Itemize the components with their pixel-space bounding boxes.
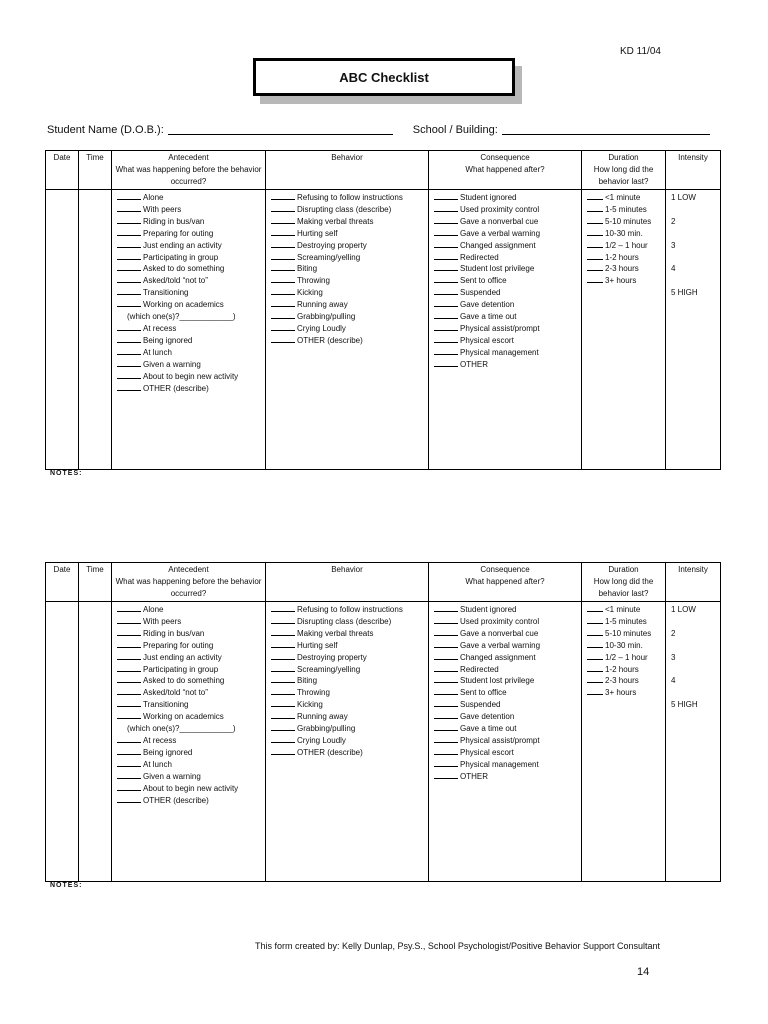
- antecedent-item[interactable]: With peers: [117, 616, 261, 628]
- intensity-cell: [666, 190, 721, 470]
- behavior-header: Behavior: [266, 563, 429, 602]
- behavior-item[interactable]: Throwing: [271, 687, 424, 699]
- date-header: Date: [46, 151, 79, 190]
- antecedent-item[interactable]: At lunch: [117, 347, 261, 359]
- date-cell[interactable]: [46, 602, 79, 882]
- duration-item[interactable]: 1-5 minutes: [587, 616, 661, 628]
- behavior-item[interactable]: Grabbing/pulling: [271, 311, 424, 323]
- form-code: KD 11/04: [620, 46, 661, 57]
- time-cell[interactable]: [79, 190, 112, 470]
- duration-item[interactable]: 2-3 hours: [587, 263, 661, 275]
- duration-item[interactable]: 1-5 minutes: [587, 204, 661, 216]
- antecedent-item[interactable]: Being ignored: [117, 747, 261, 759]
- behavior-item[interactable]: Running away: [271, 299, 424, 311]
- duration-item[interactable]: 10-30 min.: [587, 640, 661, 652]
- consequence-item[interactable]: Gave a verbal warning: [434, 640, 577, 652]
- duration-item[interactable]: 5-10 minutes: [587, 628, 661, 640]
- antecedent-which-line[interactable]: (which one(s)?____________): [127, 724, 236, 734]
- duration-title: Duration: [608, 153, 639, 162]
- antecedent-cell: [112, 602, 266, 882]
- antecedent-item[interactable]: Participating in group: [117, 664, 261, 676]
- behavior-item[interactable]: OTHER (describe): [271, 747, 424, 759]
- school-field[interactable]: [502, 124, 710, 135]
- duration-cell: [582, 190, 666, 470]
- student-name-label: Student Name (D.O.B.):: [47, 124, 164, 136]
- table-header-row: [46, 151, 721, 190]
- antecedent-item[interactable]: About to begin new activity: [117, 371, 261, 383]
- behavior-item[interactable]: Grabbing/pulling: [271, 723, 424, 735]
- consequence-item[interactable]: Gave a time out: [434, 311, 577, 323]
- notes-label: NOTES:: [50, 470, 83, 477]
- consequence-item[interactable]: Suspended: [434, 287, 577, 299]
- school-label: School / Building:: [412, 124, 498, 136]
- duration-item[interactable]: 10-30 min.: [587, 228, 661, 240]
- consequence-item[interactable]: Suspended: [434, 699, 577, 711]
- behavior-item[interactable]: Destroying property: [271, 240, 424, 252]
- consequence-item[interactable]: Student lost privilege: [434, 675, 577, 687]
- abc-table-1: [45, 150, 721, 470]
- intensity-cell: [666, 602, 721, 882]
- consequence-item[interactable]: Used proximity control: [434, 204, 577, 216]
- antecedent-item[interactable]: Being ignored: [117, 335, 261, 347]
- behavior-header: Behavior: [266, 151, 429, 190]
- behavior-item[interactable]: Hurting self: [271, 228, 424, 240]
- abc-table-2: [45, 562, 721, 882]
- antecedent-item[interactable]: Riding in bus/van: [117, 628, 261, 640]
- antecedent-title: Antecedent: [168, 153, 209, 162]
- intensity-header: Intensity: [666, 151, 721, 190]
- behavior-cell: [266, 602, 429, 882]
- time-cell[interactable]: [79, 602, 112, 882]
- behavior-item[interactable]: Biting: [271, 675, 424, 687]
- antecedent-item[interactable]: Alone: [117, 604, 261, 616]
- duration-item[interactable]: <1 minute: [587, 192, 661, 204]
- consequence-item[interactable]: Physical escort: [434, 747, 577, 759]
- consequence-item[interactable]: Student ignored: [434, 604, 577, 616]
- consequence-item[interactable]: Gave detention: [434, 711, 577, 723]
- footer-credit: This form created by: Kelly Dunlap, Psy.S., School Psychologist/Positive Behavior Support Consultant: [255, 941, 661, 951]
- antecedent-item[interactable]: Working on academics: [117, 299, 261, 311]
- behavior-item[interactable]: Refusing to follow instructions: [271, 604, 424, 616]
- table-header-row: [46, 563, 721, 602]
- consequence-item[interactable]: Gave a nonverbal cue: [434, 628, 577, 640]
- antecedent-title: Antecedent: [168, 565, 209, 574]
- duration-title: Duration: [608, 565, 639, 574]
- behavior-item[interactable]: Kicking: [271, 287, 424, 299]
- consequence-item[interactable]: Physical escort: [434, 335, 577, 347]
- student-info-row: [47, 124, 727, 136]
- antecedent-item[interactable]: At recess: [117, 323, 261, 335]
- antecedent-item[interactable]: Working on academics: [117, 711, 261, 723]
- consequence-item[interactable]: Gave a nonverbal cue: [434, 216, 577, 228]
- duration-item[interactable]: 1/2 – 1 hour: [587, 652, 661, 664]
- time-header: Time: [79, 151, 112, 190]
- duration-subtitle: How long did the behavior last?: [593, 577, 654, 598]
- page-number: 14: [637, 966, 650, 978]
- duration-subtitle: How long did the behavior last?: [593, 165, 654, 186]
- consequence-item[interactable]: OTHER: [434, 771, 577, 783]
- consequence-cell: [429, 602, 582, 882]
- consequence-item[interactable]: Physical assist/prompt: [434, 323, 577, 335]
- antecedent-item[interactable]: Asked to do something: [117, 675, 261, 687]
- consequence-item[interactable]: Sent to office: [434, 687, 577, 699]
- time-header: Time: [79, 563, 112, 602]
- antecedent-cell: [112, 190, 266, 470]
- antecedent-item[interactable]: Transitioning: [117, 699, 261, 711]
- antecedent-item[interactable]: Participating in group: [117, 252, 261, 264]
- student-name-field[interactable]: [168, 124, 393, 135]
- antecedent-header: [112, 563, 266, 602]
- consequence-item[interactable]: Gave a time out: [434, 723, 577, 735]
- consequence-title: Consequence: [480, 565, 530, 574]
- page-title: ABC Checklist: [253, 58, 515, 96]
- intensity-option[interactable]: 1 LOW: [671, 605, 696, 614]
- consequence-item[interactable]: Redirected: [434, 664, 577, 676]
- duration-item[interactable]: 1/2 – 1 hour: [587, 240, 661, 252]
- antecedent-item[interactable]: Just ending an activity: [117, 652, 261, 664]
- intensity-header: Intensity: [666, 563, 721, 602]
- duration-header: [582, 563, 666, 602]
- antecedent-item[interactable]: Transitioning: [117, 287, 261, 299]
- consequence-item[interactable]: Student ignored: [434, 192, 577, 204]
- date-cell[interactable]: [46, 190, 79, 470]
- duration-item[interactable]: 1-2 hours: [587, 664, 661, 676]
- behavior-item[interactable]: Running away: [271, 711, 424, 723]
- antecedent-item[interactable]: Just ending an activity: [117, 240, 261, 252]
- duration-item[interactable]: <1 minute: [587, 604, 661, 616]
- antecedent-header: [112, 151, 266, 190]
- consequence-title: Consequence: [480, 153, 530, 162]
- antecedent-which-line[interactable]: (which one(s)?____________): [127, 312, 236, 322]
- behavior-item[interactable]: Disrupting class (describe): [271, 616, 424, 628]
- intensity-option[interactable]: 2: [671, 216, 676, 226]
- consequence-item[interactable]: Student lost privilege: [434, 263, 577, 275]
- antecedent-item[interactable]: Riding in bus/van: [117, 216, 261, 228]
- duration-item[interactable]: 3+ hours: [587, 275, 661, 287]
- antecedent-item[interactable]: Asked to do something: [117, 263, 261, 275]
- consequence-item[interactable]: Gave a verbal warning: [434, 228, 577, 240]
- table-body-row: [46, 190, 721, 470]
- duration-cell: [582, 602, 666, 882]
- intensity-option[interactable]: 3: [671, 652, 676, 662]
- antecedent-item[interactable]: Preparing for outing: [117, 640, 261, 652]
- intensity-option[interactable]: 4: [671, 264, 676, 274]
- intensity-option[interactable]: 3: [671, 240, 676, 250]
- table-body-row: [46, 602, 721, 882]
- behavior-cell: [266, 190, 429, 470]
- antecedent-item[interactable]: Asked/told “not to”: [117, 275, 261, 287]
- intensity-option[interactable]: 4: [671, 676, 676, 686]
- antecedent-item[interactable]: Asked/told “not to”: [117, 687, 261, 699]
- behavior-item[interactable]: OTHER (describe): [271, 335, 424, 347]
- date-header: Date: [46, 563, 79, 602]
- intensity-option[interactable]: 5 HIGH: [671, 288, 698, 298]
- duration-item[interactable]: 3+ hours: [587, 687, 661, 699]
- consequence-header: [429, 151, 582, 190]
- antecedent-subtitle: What was happening before the behavior occurred?: [115, 577, 262, 598]
- behavior-item[interactable]: Biting: [271, 263, 424, 275]
- antecedent-item[interactable]: At recess: [117, 735, 261, 747]
- antecedent-item[interactable]: At lunch: [117, 759, 261, 771]
- antecedent-item[interactable]: With peers: [117, 204, 261, 216]
- behavior-item[interactable]: Crying Loudly: [271, 735, 424, 747]
- behavior-item[interactable]: Making verbal threats: [271, 216, 424, 228]
- behavior-item[interactable]: Disrupting class (describe): [271, 204, 424, 216]
- consequence-item[interactable]: Sent to office: [434, 275, 577, 287]
- consequence-item[interactable]: Physical management: [434, 759, 577, 771]
- behavior-item[interactable]: Hurting self: [271, 640, 424, 652]
- antecedent-item[interactable]: OTHER (describe): [117, 383, 261, 395]
- consequence-header: [429, 563, 582, 602]
- antecedent-item[interactable]: Given a warning: [117, 359, 261, 371]
- consequence-cell: [429, 190, 582, 470]
- consequence-item[interactable]: Gave detention: [434, 299, 577, 311]
- duration-item[interactable]: 2-3 hours: [587, 675, 661, 687]
- consequence-item[interactable]: Redirected: [434, 252, 577, 264]
- consequence-item[interactable]: Used proximity control: [434, 616, 577, 628]
- behavior-item[interactable]: Kicking: [271, 699, 424, 711]
- consequence-item[interactable]: Changed assignment: [434, 652, 577, 664]
- intensity-option[interactable]: 2: [671, 628, 676, 638]
- antecedent-item[interactable]: About to begin new activity: [117, 783, 261, 795]
- behavior-item[interactable]: Making verbal threats: [271, 628, 424, 640]
- behavior-item[interactable]: Throwing: [271, 275, 424, 287]
- intensity-option[interactable]: 5 HIGH: [671, 700, 698, 710]
- consequence-item[interactable]: Physical assist/prompt: [434, 735, 577, 747]
- consequence-item[interactable]: OTHER: [434, 359, 577, 371]
- antecedent-item[interactable]: Preparing for outing: [117, 228, 261, 240]
- notes-label: NOTES:: [50, 882, 83, 889]
- behavior-item[interactable]: Destroying property: [271, 652, 424, 664]
- duration-header: [582, 151, 666, 190]
- behavior-item[interactable]: Refusing to follow instructions: [271, 192, 424, 204]
- consequence-item[interactable]: Physical management: [434, 347, 577, 359]
- intensity-option[interactable]: 1 LOW: [671, 193, 696, 202]
- consequence-subtitle: What happened after?: [465, 165, 545, 174]
- consequence-item[interactable]: Changed assignment: [434, 240, 577, 252]
- antecedent-subtitle: What was happening before the behavior occurred?: [115, 165, 262, 186]
- antecedent-item[interactable]: OTHER (describe): [117, 795, 261, 807]
- duration-item[interactable]: 5-10 minutes: [587, 216, 661, 228]
- behavior-item[interactable]: Screaming/yelling: [271, 664, 424, 676]
- antecedent-item[interactable]: Given a warning: [117, 771, 261, 783]
- behavior-item[interactable]: Screaming/yelling: [271, 252, 424, 264]
- antecedent-item[interactable]: Alone: [117, 192, 261, 204]
- duration-item[interactable]: 1-2 hours: [587, 252, 661, 264]
- behavior-item[interactable]: Crying Loudly: [271, 323, 424, 335]
- consequence-subtitle: What happened after?: [465, 577, 545, 586]
